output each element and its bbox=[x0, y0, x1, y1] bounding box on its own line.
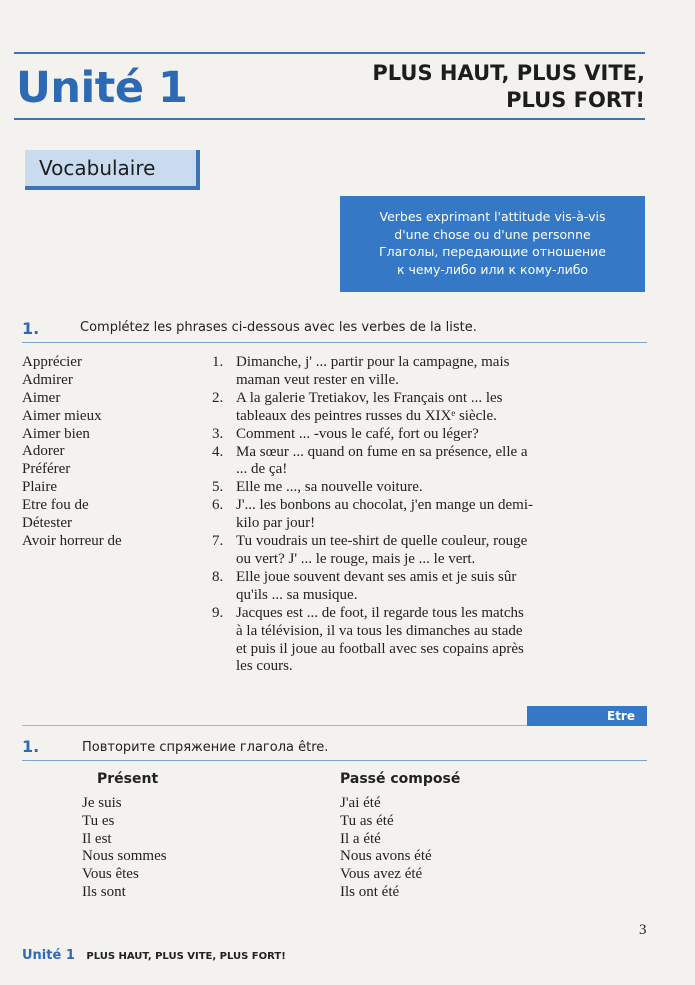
info-line-1: Verbes exprimant l'attitude vis-à-vis bbox=[379, 209, 606, 224]
sentence-number: 8. bbox=[212, 568, 224, 585]
sentence-text: Elle joue souvent devant ses amis et je suis sûr qu'ils ... sa musique. bbox=[236, 568, 517, 603]
present-form: Tu es bbox=[82, 812, 115, 829]
etre-exercise-number: 1. bbox=[22, 737, 40, 756]
verb-item: Etre fou de bbox=[22, 497, 89, 514]
present-conjugation bbox=[82, 795, 167, 902]
passe-form: Il a été bbox=[340, 830, 381, 847]
verb-item: Préférer bbox=[22, 461, 71, 478]
sentence-item bbox=[212, 479, 652, 497]
verb-item: Aimer mieux bbox=[22, 407, 102, 424]
sentence-number: 2. bbox=[212, 389, 224, 406]
header-bottom-rule bbox=[14, 118, 645, 120]
page-footer bbox=[22, 948, 286, 963]
present-form: Ils sont bbox=[82, 883, 126, 900]
sentence-number: 6. bbox=[212, 497, 224, 514]
passe-compose-conjugation bbox=[340, 795, 432, 902]
sentence-item bbox=[212, 426, 652, 444]
unit-subtitle-line1: PLUS HAUT, PLUS VITE, bbox=[372, 61, 645, 85]
sentence-item bbox=[212, 569, 652, 605]
info-line-4: к чему-либо или к кому-либо bbox=[396, 261, 589, 277]
passe-form: Nous avons été bbox=[340, 848, 432, 865]
verb-item: Adorer bbox=[22, 443, 65, 460]
present-form: Nous sommes bbox=[82, 848, 167, 865]
sentence-item bbox=[212, 605, 652, 677]
footer-unit: Unité 1 bbox=[22, 948, 75, 963]
sentence-item bbox=[212, 533, 652, 569]
info-line-2: d'une chose ou d'une personne bbox=[394, 226, 591, 242]
present-form: Vous êtes bbox=[82, 866, 139, 883]
passe-compose-heading: Passé composé bbox=[340, 771, 461, 787]
sentence-text: Jacques est ... de foot, il regarde tous les matchs à la télévision, il va tous les dimanches au stade et puis il joue au football avec ses copains après les cours. bbox=[236, 604, 524, 675]
passe-form: Tu as été bbox=[340, 812, 394, 829]
verb-item: Avoir horreur de bbox=[22, 532, 122, 549]
sentence-number: 3. bbox=[212, 425, 224, 442]
sentence-text: J'... les bonbons au chocolat, j'en mange un demi- kilo par jour! bbox=[236, 497, 534, 532]
sentence-text: Tu voudrais un tee-shirt de quelle couleur, rouge ou vert? J' ... le rouge, mais je ... le vert. bbox=[236, 533, 528, 567]
verb-list bbox=[22, 354, 212, 551]
exercise-number: 1. bbox=[22, 319, 40, 338]
passe-form: J'ai été bbox=[340, 795, 381, 811]
sentence-number: 9. bbox=[212, 604, 224, 621]
sentence-text: Elle me ..., sa nouvelle voiture. bbox=[236, 479, 423, 496]
info-line-3: Глаголы, передающие отношение bbox=[378, 244, 607, 259]
info-box bbox=[340, 196, 645, 292]
etre-rule bbox=[22, 725, 527, 726]
sentence-text: Comment ... -vous le café, fort ou léger? bbox=[236, 425, 479, 442]
passe-form: Ils ont été bbox=[340, 883, 400, 900]
footer-title: PLUS HAUT, PLUS VITE, PLUS FORT! bbox=[86, 951, 286, 962]
page-number: 3 bbox=[639, 922, 647, 938]
exercise-instruction: Complétez les phrases ci-dessous avec les verbes de la liste. bbox=[80, 320, 477, 335]
unit-subtitle bbox=[372, 60, 645, 114]
exercise-rule bbox=[22, 342, 647, 343]
sentence-number: 1. bbox=[212, 354, 224, 370]
sentence-number: 4. bbox=[212, 443, 224, 460]
verb-item: Aimer bbox=[22, 389, 61, 406]
sentence-list bbox=[212, 354, 652, 676]
sentence-text: Dimanche, j' ... partir pour la campagne, mais maman veut rester en ville. bbox=[236, 354, 510, 388]
present-heading: Présent bbox=[97, 771, 159, 787]
present-form: Il est bbox=[82, 830, 112, 847]
sentence-number: 7. bbox=[212, 533, 224, 550]
etre-instruction: Повторите спряжение глагола être. bbox=[82, 740, 329, 755]
unit-subtitle-line2: PLUS FORT! bbox=[506, 88, 645, 112]
verb-item: Aimer bien bbox=[22, 425, 90, 442]
sentence-item bbox=[212, 390, 652, 426]
vocabulary-heading: Vocabulaire bbox=[25, 150, 200, 190]
sentence-text: Ma sœur ... quand on fume en sa présence, elle a ... de ça! bbox=[236, 443, 528, 478]
verb-item: Détester bbox=[22, 515, 72, 532]
etre-instruction-rule bbox=[22, 760, 647, 761]
unit-title: Unité 1 bbox=[16, 63, 188, 113]
present-form: Je suis bbox=[82, 795, 122, 811]
verb-item: Plaire bbox=[22, 479, 57, 496]
passe-form: Vous avez été bbox=[340, 866, 423, 883]
verb-item: Admirer bbox=[22, 371, 73, 388]
etre-tag: Etre bbox=[527, 706, 647, 726]
sentence-text: A la galerie Tretiakov, les Français ont ... les tableaux des peintres russes du XIXᵉ siècle. bbox=[236, 389, 503, 424]
sentence-item bbox=[212, 354, 652, 390]
sentence-number: 5. bbox=[212, 479, 224, 496]
header-top-rule bbox=[14, 52, 645, 54]
verb-item: Apprécier bbox=[22, 354, 82, 370]
sentence-item bbox=[212, 444, 652, 480]
sentence-item bbox=[212, 497, 652, 533]
